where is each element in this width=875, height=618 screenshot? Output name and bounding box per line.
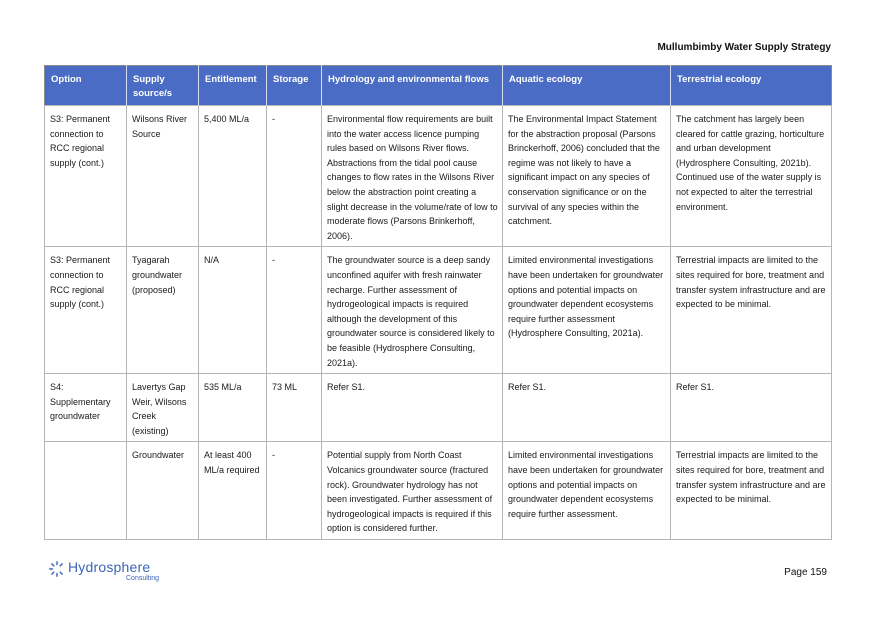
- cell-storage: -: [267, 106, 322, 247]
- cell-storage: -: [267, 247, 322, 374]
- column-header-storage: Storage: [267, 66, 322, 106]
- cell-terrestrial: Terrestrial impacts are limited to the sites required for bore, treatment and transfer system infrastructure and are expected to be minimal.: [671, 247, 832, 374]
- table-row: [45, 106, 832, 247]
- table-row: [45, 247, 832, 374]
- document-title: Mullumbimby Water Supply Strategy: [657, 42, 831, 53]
- cell-option: S4: Supplementary groundwater: [45, 374, 127, 442]
- options-table: [44, 65, 832, 540]
- logo-wordmark: Hydrosphere: [68, 559, 151, 575]
- column-header-option: Option: [45, 66, 127, 106]
- column-header-terrestrial-ecology: Terrestrial ecology: [671, 66, 832, 106]
- cell-entitlement: N/A: [199, 247, 267, 374]
- cell-entitlement: 535 ML/a: [199, 374, 267, 442]
- cell-entitlement: 5,400 ML/a: [199, 106, 267, 247]
- cell-source: Lavertys Gap Weir, Wilsons Creek (existing): [127, 374, 199, 442]
- cell-aquatic: Refer S1.: [503, 374, 671, 442]
- cell-hydrology: The groundwater source is a deep sandy unconfined aquifer with fresh rainwater recharge. Further assessment of hydrogeological impacts is required although the development of this groundwater source is considered likely to be feasible (Hydrosphere Consulting, 2021a).: [322, 247, 503, 374]
- table-header-row: [45, 66, 832, 106]
- options-table-container: [44, 65, 831, 540]
- cell-hydrology: Environmental flow requirements are built into the water access licence pumping rules based on Wilsons River flows. Abstractions from the tidal pool cause changes to flow rates in the Wilsons River below the abstraction point creating a slight decrease in the volume/rate of low to moderate flows (Parsons Brinkerhoff, 2006).: [322, 106, 503, 247]
- cell-storage: 73 ML: [267, 374, 322, 442]
- column-header-supply-source: Supply source/s: [127, 66, 199, 106]
- cell-option: [45, 442, 127, 540]
- cell-source: Groundwater: [127, 442, 199, 540]
- cell-terrestrial: Terrestrial impacts are limited to the sites required for bore, treatment and transfer system infrastructure and are expected to be minimal.: [671, 442, 832, 540]
- cell-hydrology: Refer S1.: [322, 374, 503, 442]
- cell-storage: -: [267, 442, 322, 540]
- cell-source: Wilsons River Source: [127, 106, 199, 247]
- cell-option: S3: Permanent connection to RCC regional supply (cont.): [45, 247, 127, 374]
- cell-aquatic: Limited environmental investigations have been undertaken for groundwater options and potential impacts on groundwater dependent ecosystems require further assessment.: [503, 442, 671, 540]
- sunburst-logo-icon: [48, 560, 66, 578]
- hydrosphere-logo: [48, 560, 159, 583]
- cell-hydrology: Potential supply from North Coast Volcanics groundwater source (fractured rock). Groundwater hydrology has not been investigated. Further assessment of hydrogeological impacts is required if this option is considered further.: [322, 442, 503, 540]
- cell-entitlement: At least 400 ML/a required: [199, 442, 267, 540]
- column-header-hydrology: Hydrology and environmental flows: [322, 66, 503, 106]
- cell-terrestrial: Refer S1.: [671, 374, 832, 442]
- cell-option: S3: Permanent connection to RCC regional supply (cont.): [45, 106, 127, 247]
- column-header-entitlement: Entitlement: [199, 66, 267, 106]
- column-header-aquatic-ecology: Aquatic ecology: [503, 66, 671, 106]
- cell-terrestrial: The catchment has largely been cleared for cattle grazing, horticulture and urban development (Hydrosphere Consulting, 2021b). Continued use of the water supply is not expected to alter the terrestrial environment.: [671, 106, 832, 247]
- logo-subtitle: Consulting: [126, 575, 160, 582]
- cell-aquatic: The Environmental Impact Statement for the abstraction proposal (Parsons Brinckerhoff, 2006) concluded that the regime was not likely to have a significant impact on any species of conservation significance or on the survival of any species within the catchment.: [503, 106, 671, 247]
- table-row: [45, 442, 832, 540]
- page-number: Page 159: [784, 567, 827, 578]
- cell-source: Tyagarah groundwater (proposed): [127, 247, 199, 374]
- table-row: [45, 374, 832, 442]
- cell-aquatic: Limited environmental investigations have been undertaken for groundwater options and potential impacts on groundwater dependent ecosystems require further assessment (Hydrosphere Consulting, 2021a).: [503, 247, 671, 374]
